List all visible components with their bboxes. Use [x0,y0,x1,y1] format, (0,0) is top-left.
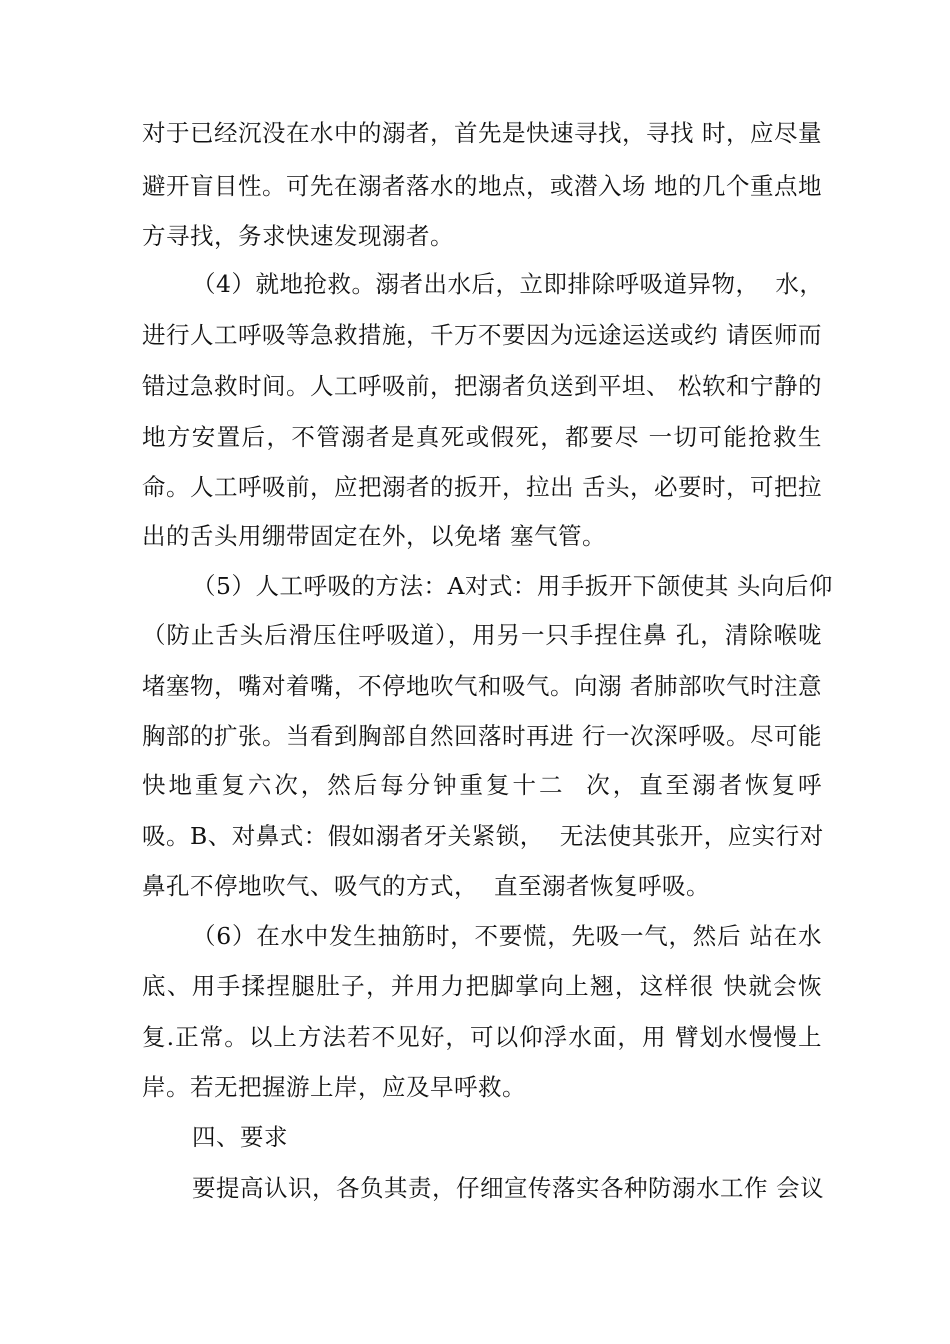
text-line: 吸。B、对鼻式：假如溺者牙关紧锁， 无法使其张开，应实行对 [142,822,824,850]
text-line: 快地重复六次，然后每分钟重复十二 次，直至溺者恢复呼 [142,771,822,799]
paragraph-heading-4: （4）就地抢救。溺者出水后，立即排除呼吸道异物， 水， [192,270,824,298]
text-line: 对于已经沉没在水中的溺者，首先是快速寻找，寻找 时，应尽量 [142,119,822,147]
text-line: 出的舌头用绷带固定在外，以免堵 塞气管。 [142,522,606,550]
paragraph-heading-5: （5）人工呼吸的方法：A对式：用手扳开下颌使其 头向后仰 [192,572,833,600]
text-line: 错过急救时间。人工呼吸前，把溺者负送到平坦、 松软和宁静的 [142,372,822,400]
text-line: 复.正常。以上方法若不见好，可以仰浮水面，用 臂划水慢慢上 [142,1023,822,1051]
text-line: 避开盲目性。可先在溺者落水的地点，或潜入场 地的几个重点地 [142,172,822,200]
text-line: 鼻孔不停地吹气、吸气的方式， 直至溺者恢复呼吸。 [142,872,710,900]
text-line: 命。人工呼吸前，应把溺者的扳开，拉出 舌头，必要时，可把拉 [142,473,822,501]
text-line: 方寻找，务求快速发现溺者。 [142,222,454,250]
paragraph-heading-6: （6）在水中发生抽筋时，不要慌，先吸一气，然后 站在水 [192,922,822,950]
text-line: 胸部的扩张。当看到胸部自然回落时再进 行一次深呼吸。尽可能 [142,722,822,750]
text-line: 岸。若无把握游上岸，应及早呼救。 [142,1073,526,1101]
section-heading: 四、要求 [192,1123,288,1151]
text-line: 进行人工呼吸等急救措施，千万不要因为远途运送或约 请医师而 [142,321,822,349]
text-line: 地方安置后，不管溺者是真死或假死，都要尽 一切可能抢救生 [142,423,822,451]
text-line: （防止舌头后滑压住呼吸道），用另一只手捏住鼻 孔，清除喉咙 [142,621,822,649]
text-line: 底、用手揉捏腿肚子，并用力把脚掌向上翘，这样很 快就会恢 [142,972,822,1000]
text-line: 要提高认识，各负其责，仔细宣传落实各种防溺水工作 会议 [192,1174,824,1202]
text-line: 堵塞物，嘴对着嘴，不停地吹气和吸气。向溺 者肺部吹气时注意 [142,672,822,700]
